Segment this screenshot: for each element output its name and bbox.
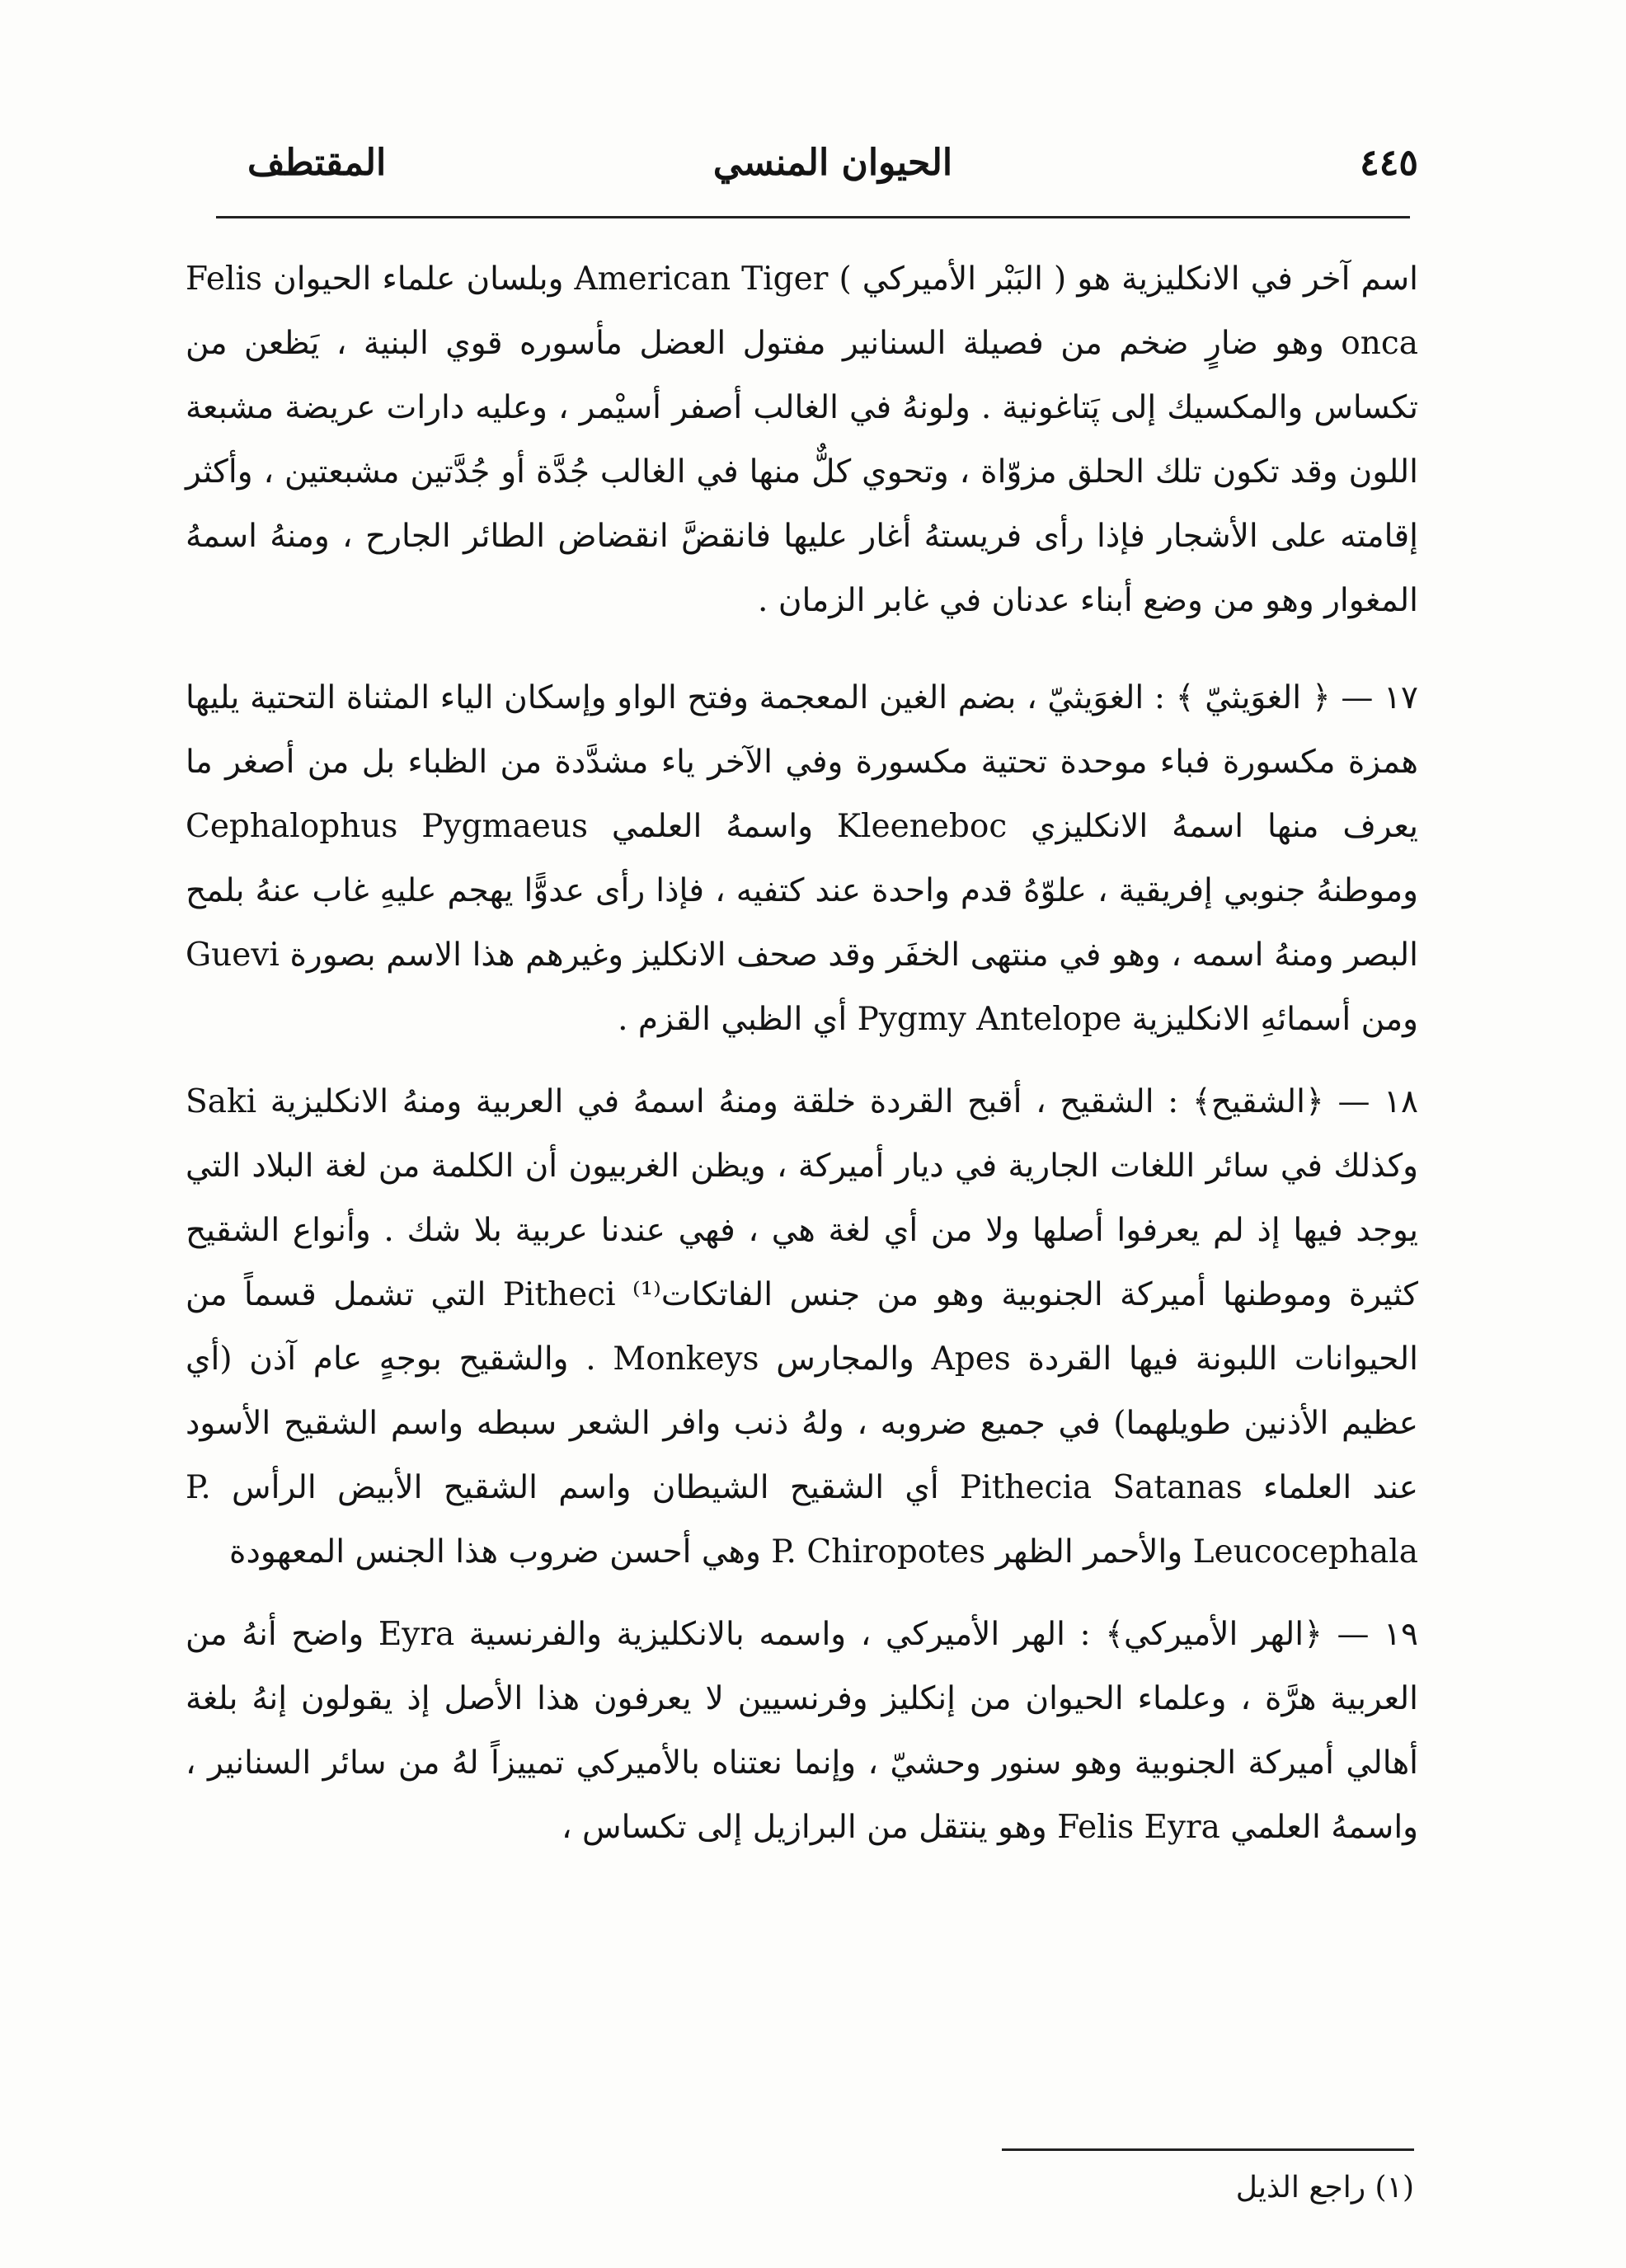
- paragraph-17-pygmy-antelope: ١٧ — ﴿ الغوَيثيّ ﴾ : الغوَيثيّ ، بضم الغين المعجمة وفتح الواو وإسكان الياء المثناة التحتية يليها همزة مكسورة فباء موحدة تحتية مكسورة وفي الآخر ياء مشدَّدة من الظباء بل من أصغر ما يعرف منها اسمهُ الانكليزي Kleeneboc واسمهُ العلمي Cephalophus Pygmaeus وموطنهُ جنوبي إفريقية ، علوّهُ قدم واحدة عند كتفيه ، فإذا رأى عدوًّا يهجم عليهِ غاب عنهُ بلمح البصر ومنهُ اسمه ، وهو في منتهى الخفَر وقد صحف الانكليز وغيرهم هذا الاسم بصورة Guevi ومن أسمائهِ الانكليزية Pygmy Antelope أي الظبي القزم .: [186, 679, 1418, 1038]
- page-header: [247, 130, 1418, 196]
- footnote-rule: [1002, 2148, 1414, 2151]
- running-title: الحيوان المنسي: [712, 142, 953, 184]
- paragraph-jaguar-continued: اسم آخر في الانكليزية هو ( البَبْر الأميركي ) American Tiger وبلسان علماء الحيوان Felis onca وهو ضارٍ ضخم من فصيلة السنانير مفتول العضل مأسوره قوي البنية ، يَظعن من تكساس والمكسيك إلى پَتاغونية . ولونهُ في الغالب أصفر أسيْمر ، وعليه دارات عريضة مشبعة اللون وقد تكون تلك الحلق مزوّاة ، وتحوي كلٌّ منها في الغالب جُدَّة أو جُدَّتين مشبعتين ، وأكثر إقامته على الأشجار فإذا رأى فريستهُ أغار عليها فانقضَّ انقضاض الطائر الجارح ، ومنهُ اسمهُ المغوار وهو من وضع أبناء عدنان في غابر الزمان .: [186, 261, 1418, 619]
- paragraph-18-saki: ١٨ — ﴿الشقيح﴾ : الشقيح ، أقبح القردة خلقة ومنهُ اسمهُ في العربية ومنهُ الانكليزية Saki وكذلك في سائر اللغات الجارية في ديار أميركة ، ويظن الغربيون أن الكلمة من لغة البلاد التي يوجد فيها إذ لم يعرفوا أصلها ولا من أي لغة هي ، فهي عندنا عربية بلا شك . وأنواع الشقيح كثيرة وموطنها أميركة الجنوبية وهو من جنس الفاتكات⁽¹⁾ Pitheci التي تشمل قسماً من الحيوانات اللبونة فيها القردة Apes والمجارس Monkeys . والشقيح بوجهٍ عام آذن (أي عظيم الأذنين طويلهما) في جميع ضروبه ، ولهُ ذنب وافر الشعر سبطه واسم الشقيح الأسود عند العلماء Pithecia Satanas أي الشقيح الشيطان واسم الشقيح الأبيض الرأس P. Leucocephala والأحمر الظهر P. Chiropotes وهي أحسن ضروب هذا الجنس المعهودة: [186, 1083, 1419, 1571]
- paragraph-19-eyra: ١٩ — ﴿الهر الأميركي﴾ : الهر الأميركي ، واسمه بالانكليزية والفرنسية Eyra واضح أنهُ من العربية هرَّة ، وعلماء الحيوان من إنكليز وفرنسيين لا يعرفون هذا الأصل إذ يقولون إنهُ بلغة أهالي أميركة الجنوبية وهو سنور وحشيّ ، وإنما نعتناه بالأميركي تمييزاً لهُ من سائر السنانير ، واسمهُ العلمي Felis Eyra وهو ينتقل من البرازيل إلى تكساس ،: [186, 1616, 1419, 1846]
- page-number: ٤٤٥: [1360, 142, 1418, 184]
- footnote: (١) راجع الذيل: [1235, 2171, 1414, 2205]
- article-body: [186, 247, 1418, 1878]
- header-rule: [216, 216, 1410, 218]
- journal-name: المقتطف: [247, 142, 387, 184]
